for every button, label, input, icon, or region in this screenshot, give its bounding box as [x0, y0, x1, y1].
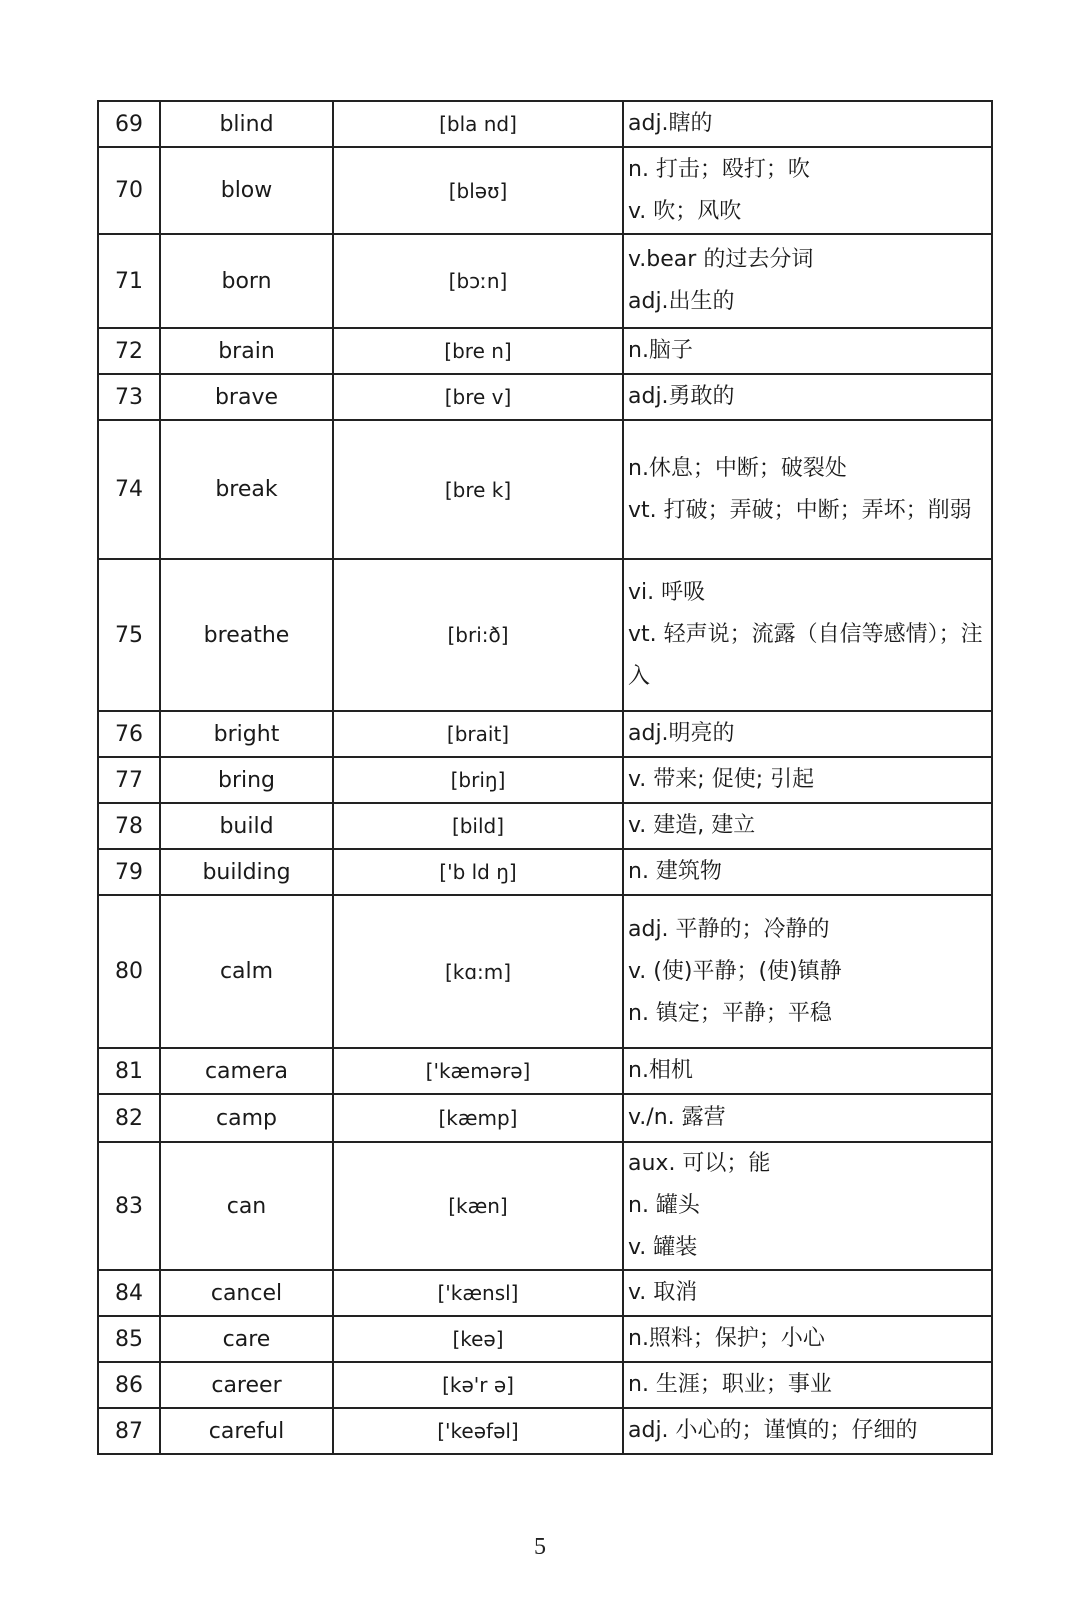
entry-phonetic: [briŋ] — [333, 757, 623, 803]
entry-number: 86 — [98, 1362, 160, 1408]
entry-number: 78 — [98, 803, 160, 849]
definition-line: v./n. 露营 — [628, 1105, 726, 1130]
entry-number: 83 — [98, 1142, 160, 1270]
entry-definition — [623, 803, 992, 849]
entry-number: 80 — [98, 895, 160, 1048]
entry-phonetic: [bla nd] — [333, 101, 623, 147]
definition-line: v. 取消 — [628, 1280, 698, 1305]
entry-word: bring — [160, 757, 333, 803]
table-row — [98, 1362, 992, 1408]
table-row — [98, 895, 992, 1048]
entry-number: 82 — [98, 1094, 160, 1142]
entry-word: bright — [160, 711, 333, 757]
entry-word: camp — [160, 1094, 333, 1142]
entry-phonetic: [kə'r ə] — [333, 1362, 623, 1408]
entry-number: 87 — [98, 1408, 160, 1454]
vocabulary-table-body — [98, 101, 992, 1454]
entry-definition — [623, 1048, 992, 1094]
entry-definition — [623, 234, 992, 328]
entry-definition — [623, 1142, 992, 1270]
definition-line: n.相机 — [628, 1058, 693, 1083]
entry-word: build — [160, 803, 333, 849]
entry-number: 72 — [98, 328, 160, 374]
definition-line: 入 — [628, 664, 651, 689]
table-row — [98, 1316, 992, 1362]
entry-phonetic: [bləʊ] — [333, 147, 623, 234]
definition-line: vi. 呼吸 — [628, 580, 706, 605]
entry-phonetic: [bɔːn] — [333, 234, 623, 328]
definition-line: v. 建造, 建立 — [628, 813, 756, 838]
entry-number: 84 — [98, 1270, 160, 1316]
table-row — [98, 849, 992, 895]
entry-definition — [623, 1362, 992, 1408]
definition-line: v. 吹；风吹 — [628, 198, 742, 224]
definition-line: vt. 轻声说；流露（自信等感情）；注 — [628, 622, 983, 647]
definition-line: adj.出生的 — [628, 289, 735, 314]
definition-line: n. 生涯；职业；事业 — [628, 1372, 832, 1397]
entry-number: 77 — [98, 757, 160, 803]
entry-number: 70 — [98, 147, 160, 234]
entry-phonetic: [bri:ð] — [333, 559, 623, 711]
entry-number: 76 — [98, 711, 160, 757]
definition-line: adj. 小心的；谨慎的；仔细的 — [628, 1418, 918, 1443]
entry-number: 69 — [98, 101, 160, 147]
entry-definition — [623, 1094, 992, 1142]
entry-phonetic: [bre v] — [333, 374, 623, 420]
table-row — [98, 803, 992, 849]
definition-line: v. 带来; 促使; 引起 — [628, 767, 815, 792]
table-row — [98, 711, 992, 757]
entry-definition — [623, 147, 992, 234]
table-row — [98, 757, 992, 803]
entry-word: career — [160, 1362, 333, 1408]
entry-definition — [623, 895, 992, 1048]
table-row — [98, 147, 992, 234]
definition-line: aux. 可以；能 — [628, 1151, 771, 1176]
definition-line: n. 罐头 — [628, 1193, 700, 1218]
definition-line: n. 打击；殴打；吹 — [628, 156, 810, 182]
entry-number: 73 — [98, 374, 160, 420]
table-row — [98, 420, 992, 559]
entry-word: born — [160, 234, 333, 328]
definition-line: vt. 打破；弄破；中断；弄坏；削弱 — [628, 497, 972, 523]
entry-phonetic: [kɑ:m] — [333, 895, 623, 1048]
entry-word: calm — [160, 895, 333, 1048]
definition-line: n. 镇定；平静；平稳 — [628, 1000, 832, 1026]
entry-phonetic: ['kæmərə] — [333, 1048, 623, 1094]
entry-phonetic: [bre n] — [333, 328, 623, 374]
entry-definition — [623, 711, 992, 757]
table-row — [98, 1094, 992, 1142]
entry-word: breathe — [160, 559, 333, 711]
table-row — [98, 328, 992, 374]
entry-word: careful — [160, 1408, 333, 1454]
table-row — [98, 1270, 992, 1316]
definition-line: adj.勇敢的 — [628, 384, 735, 409]
definition-line: v. 罐装 — [628, 1235, 698, 1260]
entry-definition — [623, 559, 992, 711]
entry-number: 85 — [98, 1316, 160, 1362]
vocabulary-table — [97, 100, 993, 1455]
entry-phonetic: [kæn] — [333, 1142, 623, 1270]
entry-definition — [623, 328, 992, 374]
entry-phonetic: ['kænsl] — [333, 1270, 623, 1316]
entry-word: brain — [160, 328, 333, 374]
entry-word: building — [160, 849, 333, 895]
entry-number: 75 — [98, 559, 160, 711]
table-row — [98, 559, 992, 711]
entry-word: cancel — [160, 1270, 333, 1316]
definition-line: n.照料；保护；小心 — [628, 1326, 825, 1351]
entry-definition — [623, 849, 992, 895]
entry-number: 71 — [98, 234, 160, 328]
definition-line: v.bear 的过去分词 — [628, 247, 814, 272]
definition-line: adj.明亮的 — [628, 721, 735, 746]
table-row — [98, 1142, 992, 1270]
entry-number: 81 — [98, 1048, 160, 1094]
entry-phonetic: [keə] — [333, 1316, 623, 1362]
entry-definition — [623, 1316, 992, 1362]
entry-phonetic: ['b ld ŋ] — [333, 849, 623, 895]
entry-definition — [623, 757, 992, 803]
entry-definition — [623, 1408, 992, 1454]
table-row — [98, 1408, 992, 1454]
entry-number: 79 — [98, 849, 160, 895]
definition-line: v. (使)平静；(使)镇静 — [628, 958, 842, 984]
entry-word: blow — [160, 147, 333, 234]
entry-word: care — [160, 1316, 333, 1362]
definition-line: n.休息；中断；破裂处 — [628, 455, 847, 481]
entry-phonetic: [brait] — [333, 711, 623, 757]
definition-line: adj.瞎的 — [628, 111, 713, 136]
entry-phonetic: [bre k] — [333, 420, 623, 559]
entry-definition — [623, 420, 992, 559]
entry-phonetic: ['keəfəl] — [333, 1408, 623, 1454]
table-row — [98, 1048, 992, 1094]
entry-definition — [623, 374, 992, 420]
definition-line: adj. 平静的；冷静的 — [628, 916, 830, 942]
entry-word: blind — [160, 101, 333, 147]
entry-word: break — [160, 420, 333, 559]
table-row — [98, 101, 992, 147]
definition-line: n. 建筑物 — [628, 859, 722, 884]
entry-word: camera — [160, 1048, 333, 1094]
definition-line: n.脑子 — [628, 338, 693, 363]
entry-word: can — [160, 1142, 333, 1270]
entry-definition — [623, 1270, 992, 1316]
page-number: 5 — [534, 1534, 546, 1560]
entry-phonetic: [bild] — [333, 803, 623, 849]
entry-definition — [623, 101, 992, 147]
entry-number: 74 — [98, 420, 160, 559]
entry-phonetic: [kæmp] — [333, 1094, 623, 1142]
table-row — [98, 374, 992, 420]
entry-word: brave — [160, 374, 333, 420]
table-row — [98, 234, 992, 328]
